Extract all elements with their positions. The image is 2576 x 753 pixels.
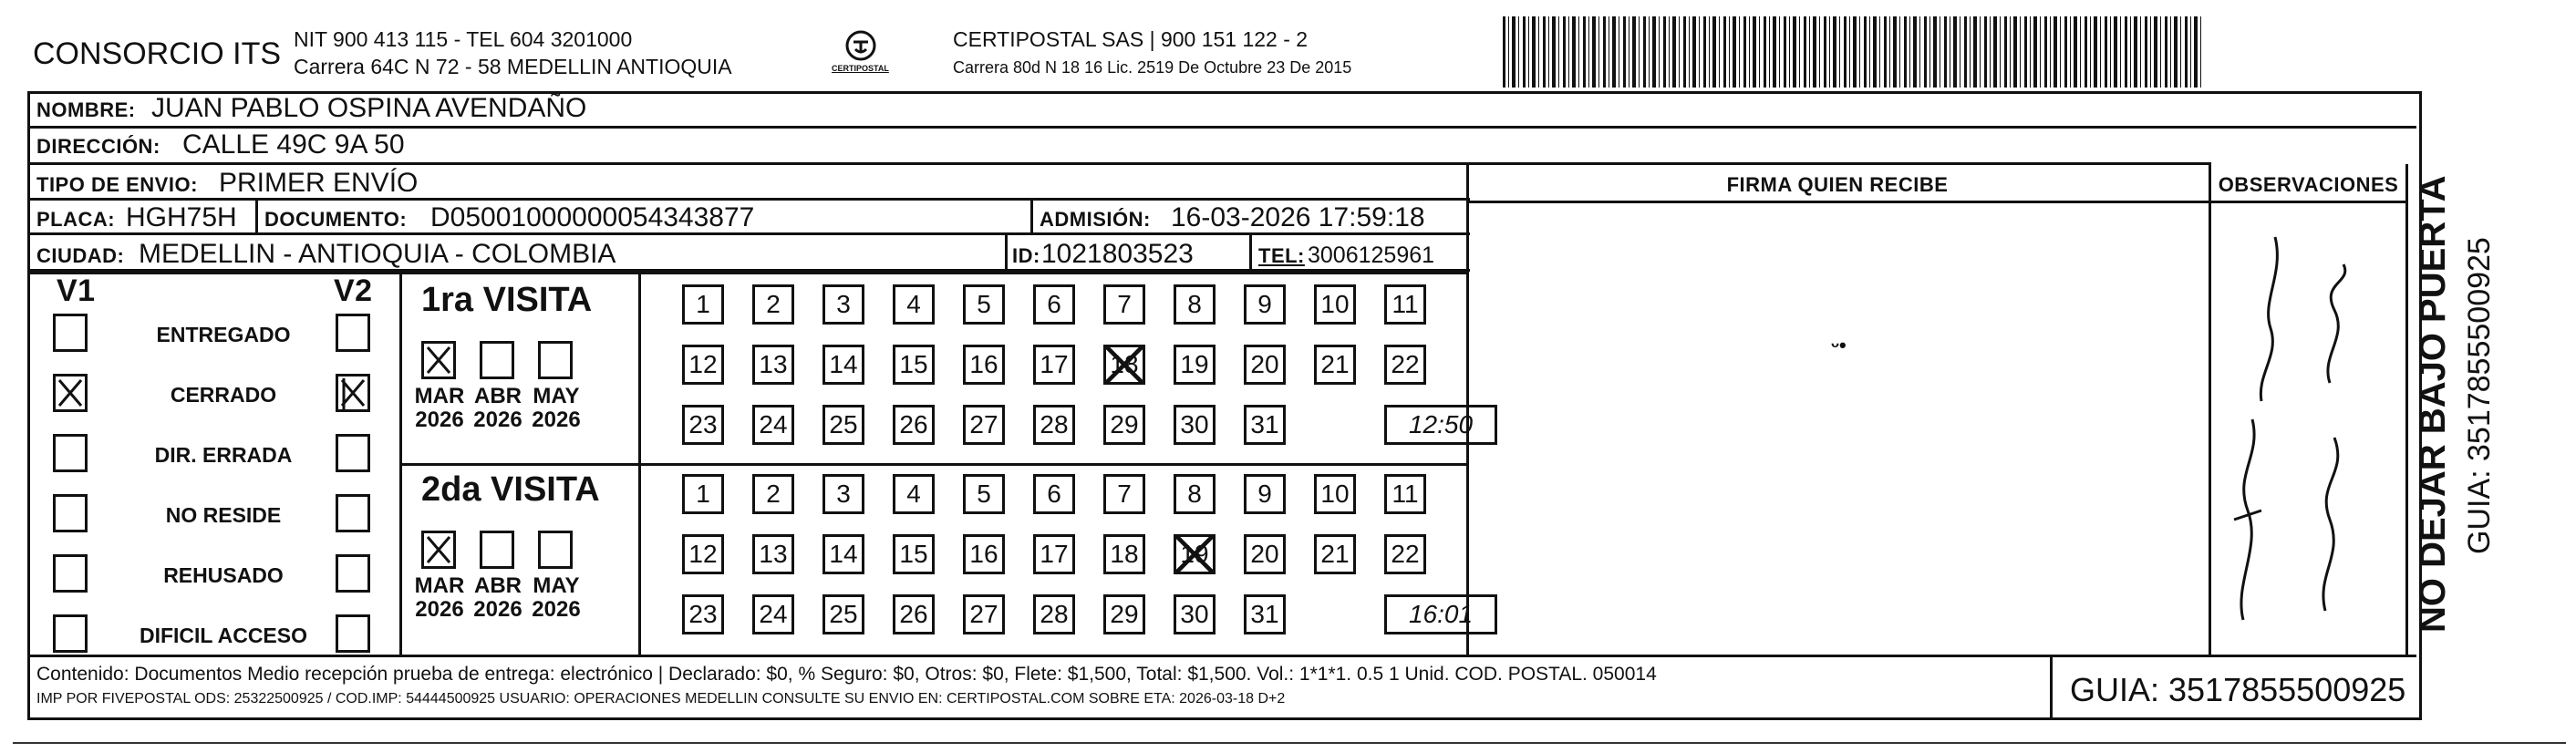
firma-label: FIRMA QUIEN RECIBE	[1726, 173, 1949, 196]
day-box[interactable]: 26	[893, 594, 935, 634]
first-visit-title: 1ra VISITA	[421, 281, 593, 319]
day-box[interactable]: 15	[893, 345, 935, 385]
month-checkbox[interactable]	[421, 531, 456, 569]
placa-label: PLACA:	[36, 208, 116, 231]
nombre-label: NOMBRE:	[36, 98, 136, 121]
month-checkbox[interactable]	[480, 341, 514, 379]
tel-label: TEL:	[1258, 244, 1305, 267]
side-guia: GUIA: 3517855500925	[2462, 237, 2497, 554]
company-address: Carrera 64C N 72 - 58 MEDELLIN ANTIOQUIA	[294, 55, 732, 78]
nombre-value: JUAN PABLO OSPINA AVENDAÑO	[151, 93, 587, 123]
company-nit: NIT 900 413 115 - TEL 604 3201000	[294, 27, 633, 51]
admision-value: 16-03-2026 17:59:18	[1171, 202, 1425, 232]
v1-checkbox[interactable]	[53, 374, 88, 412]
courier-info: CERTIPOSTAL SAS | 900 151 122 - 2	[953, 27, 1309, 51]
month-year: 2026	[532, 597, 581, 622]
day-box[interactable]: 31	[1244, 405, 1286, 445]
option-label: REHUSADO	[163, 563, 284, 587]
day-box[interactable]: 17	[1033, 345, 1075, 385]
day-box[interactable]: 2	[752, 474, 794, 514]
day-box[interactable]: 13	[752, 345, 794, 385]
day-box[interactable]: 27	[963, 594, 1005, 634]
day-box[interactable]: 12	[682, 345, 724, 385]
day-box[interactable]: 5	[963, 474, 1005, 514]
month-label	[529, 574, 584, 622]
footer-contents: Contenido: Documentos Medio recepción prueba de entrega: electrónico | Declarado: $0, % Seguro: $0, Otros: $0, Flete: $1,500, Total: $1,500. Vol.: 1*1*1. 0.5 1 Unid. COD. POSTAL. 050014	[36, 664, 1657, 685]
month-name: MAY	[533, 573, 580, 598]
divider	[27, 272, 1466, 274]
direccion-value: CALLE 49C 9A 50	[182, 129, 405, 160]
day-box[interactable]: 16	[963, 534, 1005, 574]
v2-checkbox[interactable]	[336, 554, 370, 593]
month-name: ABR	[474, 573, 522, 598]
day-box[interactable]: 20	[1244, 534, 1286, 574]
day-box[interactable]: 19	[1174, 534, 1216, 574]
day-box[interactable]: 18	[1103, 534, 1145, 574]
day-box[interactable]: 7	[1103, 284, 1145, 325]
day-box[interactable]: 6	[1033, 284, 1075, 325]
day-box[interactable]: 14	[822, 345, 864, 385]
option-label: ENTREGADO	[156, 323, 291, 346]
divider	[2050, 655, 2053, 720]
divider	[1466, 201, 2405, 203]
day-box[interactable]: 29	[1103, 405, 1145, 445]
day-box[interactable]: 23	[682, 594, 724, 634]
month-checkbox[interactable]	[538, 341, 573, 379]
divider	[399, 463, 1466, 466]
day-box[interactable]: 4	[893, 284, 935, 325]
day-box[interactable]: 15	[893, 534, 935, 574]
day-box[interactable]: 25	[822, 594, 864, 634]
month-label	[529, 385, 584, 432]
day-box[interactable]: 24	[752, 594, 794, 634]
day-box[interactable]: 7	[1103, 474, 1145, 514]
month-name: ABR	[474, 384, 522, 408]
day-box[interactable]: 8	[1174, 284, 1216, 325]
month-checkbox[interactable]	[480, 531, 514, 569]
option-label: DIR. ERRADA	[154, 443, 293, 467]
day-box[interactable]: 28	[1033, 594, 1075, 634]
day-box[interactable]: 28	[1033, 405, 1075, 445]
option-label: NO RESIDE	[165, 503, 282, 527]
barcode	[1503, 16, 2203, 88]
day-box[interactable]: 30	[1174, 594, 1216, 634]
month-label	[412, 574, 467, 622]
day-box[interactable]: 20	[1244, 345, 1286, 385]
day-box[interactable]: 19	[1174, 345, 1216, 385]
day-box[interactable]: 6	[1033, 474, 1075, 514]
month-label	[412, 385, 467, 432]
month-label	[471, 574, 525, 622]
v2-checkbox[interactable]	[336, 374, 370, 412]
direccion-label: DIRECCIÓN:	[36, 135, 160, 158]
day-box[interactable]: 25	[822, 405, 864, 445]
observaciones-label: OBSERVACIONES	[2218, 173, 2399, 196]
day-box[interactable]: 21	[1314, 345, 1356, 385]
row-nombre	[29, 91, 2424, 126]
day-box[interactable]: 1	[682, 474, 724, 514]
day-box[interactable]: 24	[752, 405, 794, 445]
documento-label: DOCUMENTO:	[264, 208, 408, 231]
day-box[interactable]: 10	[1314, 474, 1356, 514]
tipo-label: TIPO DE ENVIO:	[36, 173, 198, 196]
month-year: 2026	[415, 407, 464, 432]
divider	[1249, 235, 1252, 272]
day-box[interactable]: 30	[1174, 405, 1216, 445]
v2-checkbox[interactable]	[336, 434, 370, 472]
day-box[interactable]: 13	[752, 534, 794, 574]
day-box[interactable]: 9	[1244, 284, 1286, 325]
v1-checkbox[interactable]	[53, 554, 88, 593]
month-year: 2026	[473, 407, 522, 432]
day-box[interactable]: 27	[963, 405, 1005, 445]
day-box[interactable]: 5	[963, 284, 1005, 325]
logo-text: CERTIPOSTAL	[832, 64, 889, 73]
day-box[interactable]: 22	[1384, 345, 1426, 385]
v1-checkbox[interactable]	[53, 314, 88, 352]
admision-label: ADMISIÓN:	[1040, 208, 1151, 231]
day-box[interactable]: 3	[822, 284, 864, 325]
day-box[interactable]: 22	[1384, 534, 1426, 574]
day-box[interactable]: 26	[893, 405, 935, 445]
day-box[interactable]: 12	[682, 534, 724, 574]
month-checkbox[interactable]	[538, 531, 573, 569]
signature-mark: ᵕ•	[1831, 334, 1847, 356]
documento-value: D05001000000054343877	[430, 202, 755, 232]
second-visit-title: 2da VISITA	[421, 470, 600, 509]
row-direccion	[29, 126, 1470, 164]
ciudad-value: MEDELLIN - ANTIOQUIA - COLOMBIA	[139, 239, 616, 269]
day-box[interactable]: 4	[893, 474, 935, 514]
handwritten-observation	[2207, 219, 2389, 638]
id-value: 1021803523	[1041, 239, 1194, 269]
divider	[255, 201, 258, 235]
v1-checkbox[interactable]	[53, 494, 88, 532]
v1-checkbox[interactable]	[53, 614, 88, 653]
placa-value: HGH75H	[126, 202, 237, 232]
v2-checkbox[interactable]	[336, 614, 370, 653]
row-tipo	[29, 164, 1470, 201]
v2-checkbox[interactable]	[336, 494, 370, 532]
v1-label: V1	[57, 273, 96, 308]
day-box[interactable]: 9	[1244, 474, 1286, 514]
row-placa	[29, 201, 1470, 235]
time-box[interactable]: 16:01	[1384, 594, 1497, 634]
day-box[interactable]: 11	[1384, 474, 1426, 514]
ciudad-label: CIUDAD:	[36, 244, 125, 267]
month-label	[471, 385, 525, 432]
tipo-value: PRIMER ENVÍO	[219, 168, 419, 198]
time-box[interactable]: 12:50	[1384, 405, 1497, 445]
option-label: DIFICIL ACCESO	[139, 624, 307, 647]
month-name: MAR	[414, 573, 465, 598]
footer-guia: GUIA: 3517855500925	[2070, 671, 2406, 708]
divider	[1005, 235, 1008, 272]
month-checkbox[interactable]	[421, 341, 456, 379]
day-box[interactable]: 17	[1033, 534, 1075, 574]
v2-checkbox[interactable]	[336, 314, 370, 352]
day-box[interactable]: 10	[1314, 284, 1356, 325]
day-box[interactable]: 18	[1103, 345, 1145, 385]
day-box[interactable]: 8	[1174, 474, 1216, 514]
day-box[interactable]: 1	[682, 284, 724, 325]
company-name: CONSORCIO ITS	[33, 36, 282, 71]
divider	[27, 655, 2416, 657]
month-name: MAY	[533, 384, 580, 408]
id-label: ID:	[1012, 244, 1040, 267]
day-box[interactable]: 14	[822, 534, 864, 574]
no-dejar-bajo-puerta: NO DEJAR BAJO PUERTA	[2413, 175, 2453, 633]
month-year: 2026	[473, 597, 522, 622]
day-box[interactable]: 21	[1314, 534, 1356, 574]
page-bottom-rule	[13, 742, 2566, 744]
day-box[interactable]: 16	[963, 345, 1005, 385]
footer-print-info: IMP POR FIVEPOSTAL ODS: 25322500925 / COD.IMP: 54444500925 USUARIO: OPERACIONES MEDELLIN CONSULTE SU ENVIO EN: CERTIPOSTAL.COM SOBRE ETA: 2026-03-18 D+2	[36, 691, 1286, 707]
day-box[interactable]: 23	[682, 405, 724, 445]
month-name: MAR	[414, 384, 465, 408]
tel-value: 3006125961	[1308, 242, 1435, 268]
option-label: CERRADO	[170, 383, 277, 407]
day-box[interactable]: 3	[822, 474, 864, 514]
v1-checkbox[interactable]	[53, 434, 88, 472]
day-box[interactable]: 29	[1103, 594, 1145, 634]
divider	[1030, 201, 1033, 235]
v2-label: V2	[334, 273, 373, 308]
courier-license: Carrera 80d N 18 16 Lic. 2519 De Octubre 23 De 2015	[953, 58, 1352, 77]
row-ciudad	[29, 235, 1470, 272]
day-box[interactable]: 31	[1244, 594, 1286, 634]
divider	[2405, 164, 2408, 655]
month-year: 2026	[415, 597, 464, 622]
day-box[interactable]: 11	[1384, 284, 1426, 325]
month-year: 2026	[532, 407, 581, 432]
day-box[interactable]: 2	[752, 284, 794, 325]
